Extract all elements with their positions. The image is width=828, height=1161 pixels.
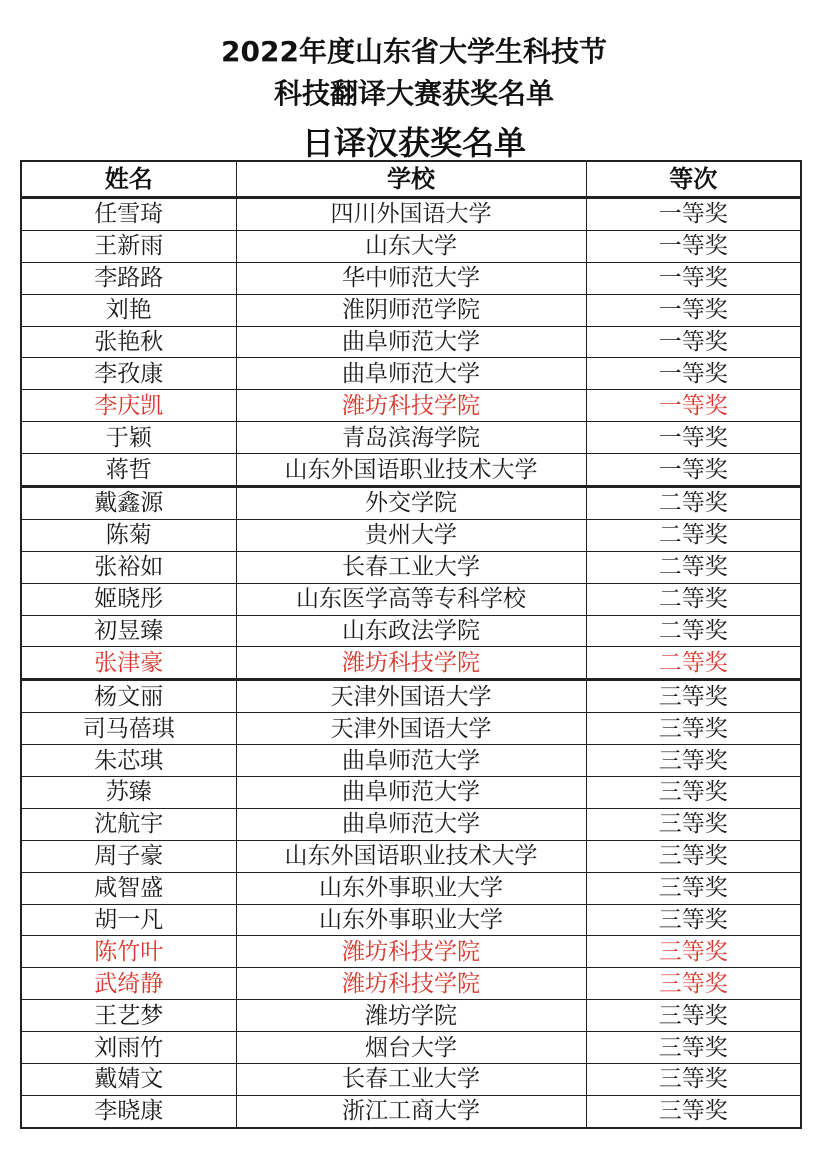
cell-award: 三等奖: [586, 936, 801, 968]
cell-school: 山东外事职业大学: [236, 872, 586, 904]
cell-name: 王新雨: [21, 230, 236, 262]
cell-school: 山东政法学院: [236, 615, 586, 647]
cell-award: 一等奖: [586, 262, 801, 294]
header-award: 等次: [586, 161, 801, 198]
cell-name: 陈竹叶: [21, 936, 236, 968]
cell-school: 潍坊学院: [236, 1000, 586, 1032]
table-row: [21, 454, 801, 487]
cell-award: 三等奖: [586, 1032, 801, 1064]
cell-award: 三等奖: [586, 904, 801, 936]
cell-name: 李庆凯: [21, 390, 236, 422]
table-row: [21, 390, 801, 422]
table-row: [21, 519, 801, 551]
table-row: [21, 872, 801, 904]
table-row: [21, 777, 801, 809]
cell-school: 山东外国语职业技术大学: [236, 840, 586, 872]
cell-school: 淮阴师范学院: [236, 294, 586, 326]
table-row: [21, 262, 801, 294]
table-row: [21, 551, 801, 583]
table-row: [21, 615, 801, 647]
cell-award: 三等奖: [586, 840, 801, 872]
cell-name: 张津豪: [21, 647, 236, 680]
cell-name: 朱芯琪: [21, 745, 236, 777]
cell-name: 苏臻: [21, 777, 236, 809]
cell-award: 二等奖: [586, 647, 801, 680]
cell-school: 潍坊科技学院: [236, 968, 586, 1000]
cell-name: 杨文丽: [21, 680, 236, 713]
cell-school: 山东外事职业大学: [236, 904, 586, 936]
cell-name: 刘雨竹: [21, 1032, 236, 1064]
table-header-row: [21, 161, 801, 198]
cell-award: 三等奖: [586, 1095, 801, 1127]
cell-award: 二等奖: [586, 551, 801, 583]
cell-school: 天津外国语大学: [236, 680, 586, 713]
cell-award: 一等奖: [586, 294, 801, 326]
award-table-container: [20, 160, 800, 1129]
table-row: [21, 808, 801, 840]
table-row: [21, 487, 801, 520]
cell-school: 青岛滨海学院: [236, 422, 586, 454]
cell-school: 曲阜师范大学: [236, 358, 586, 390]
cell-name: 李路路: [21, 262, 236, 294]
cell-award: 一等奖: [586, 230, 801, 262]
cell-award: 三等奖: [586, 777, 801, 809]
cell-school: 潍坊科技学院: [236, 390, 586, 422]
cell-award: 二等奖: [586, 615, 801, 647]
table-row: [21, 230, 801, 262]
cell-school: 华中师范大学: [236, 262, 586, 294]
cell-school: 贵州大学: [236, 519, 586, 551]
table-row: [21, 1095, 801, 1127]
cell-school: 曲阜师范大学: [236, 745, 586, 777]
table-row: [21, 422, 801, 454]
document-title-line2: 科技翻译大赛获奖名单: [273, 77, 554, 110]
award-table: [20, 160, 802, 1129]
cell-school: 潍坊科技学院: [236, 936, 586, 968]
cell-school: 曲阜师范大学: [236, 808, 586, 840]
table-row: [21, 358, 801, 390]
table-row: [21, 745, 801, 777]
document-title-line1: 2022年度山东省大学生科技节: [221, 35, 607, 68]
cell-award: 三等奖: [586, 808, 801, 840]
table-row: [21, 936, 801, 968]
cell-award: 三等奖: [586, 1064, 801, 1096]
cell-award: 二等奖: [586, 487, 801, 520]
table-body: [21, 198, 801, 1128]
cell-name: 张艳秋: [21, 326, 236, 358]
cell-school: 山东外国语职业技术大学: [236, 454, 586, 487]
table-row: [21, 326, 801, 358]
table-row: [21, 904, 801, 936]
cell-award: 一等奖: [586, 358, 801, 390]
table-row: [21, 198, 801, 231]
cell-award: 三等奖: [586, 968, 801, 1000]
cell-award: 二等奖: [586, 583, 801, 615]
cell-award: 一等奖: [586, 198, 801, 231]
header-school: 学校: [236, 161, 586, 198]
cell-award: 二等奖: [586, 519, 801, 551]
table-row: [21, 583, 801, 615]
cell-name: 武绮静: [21, 968, 236, 1000]
table-row: [21, 713, 801, 745]
cell-award: 一等奖: [586, 390, 801, 422]
table-row: [21, 968, 801, 1000]
cell-name: 李孜康: [21, 358, 236, 390]
cell-name: 于颖: [21, 422, 236, 454]
cell-school: 四川外国语大学: [236, 198, 586, 231]
table-row: [21, 1064, 801, 1096]
cell-school: 天津外国语大学: [236, 713, 586, 745]
cell-name: 张裕如: [21, 551, 236, 583]
cell-name: 初昱臻: [21, 615, 236, 647]
cell-school: 长春工业大学: [236, 1064, 586, 1096]
table-row: [21, 1032, 801, 1064]
cell-name: 沈航宇: [21, 808, 236, 840]
header-name: 姓名: [21, 161, 236, 198]
cell-award: 一等奖: [586, 326, 801, 358]
table-row: [21, 1000, 801, 1032]
cell-school: 浙江工商大学: [236, 1095, 586, 1127]
cell-name: 王艺梦: [21, 1000, 236, 1032]
cell-name: 司马蓓琪: [21, 713, 236, 745]
cell-school: 烟台大学: [236, 1032, 586, 1064]
cell-name: 戴婧文: [21, 1064, 236, 1096]
cell-award: 三等奖: [586, 680, 801, 713]
cell-award: 一等奖: [586, 454, 801, 487]
table-row: [21, 680, 801, 713]
cell-school: 曲阜师范大学: [236, 777, 586, 809]
table-row: [21, 840, 801, 872]
cell-name: 姬晓彤: [21, 583, 236, 615]
cell-award: 三等奖: [586, 872, 801, 904]
cell-award: 三等奖: [586, 713, 801, 745]
cell-name: 刘艳: [21, 294, 236, 326]
cell-name: 胡一凡: [21, 904, 236, 936]
table-row: [21, 294, 801, 326]
cell-name: 蒋哲: [21, 454, 236, 487]
cell-school: 山东大学: [236, 230, 586, 262]
cell-name: 咸智盛: [21, 872, 236, 904]
document-subtitle: 日译汉获奖名单: [301, 124, 526, 162]
cell-name: 陈菊: [21, 519, 236, 551]
cell-name: 李晓康: [21, 1095, 236, 1127]
cell-award: 三等奖: [586, 1000, 801, 1032]
cell-school: 曲阜师范大学: [236, 326, 586, 358]
cell-school: 潍坊科技学院: [236, 647, 586, 680]
cell-name: 任雪琦: [21, 198, 236, 231]
cell-award: 三等奖: [586, 745, 801, 777]
table-row: [21, 647, 801, 680]
cell-school: 山东医学高等专科学校: [236, 583, 586, 615]
cell-school: 长春工业大学: [236, 551, 586, 583]
cell-name: 戴鑫源: [21, 487, 236, 520]
cell-award: 一等奖: [586, 422, 801, 454]
cell-name: 周子豪: [21, 840, 236, 872]
cell-school: 外交学院: [236, 487, 586, 520]
